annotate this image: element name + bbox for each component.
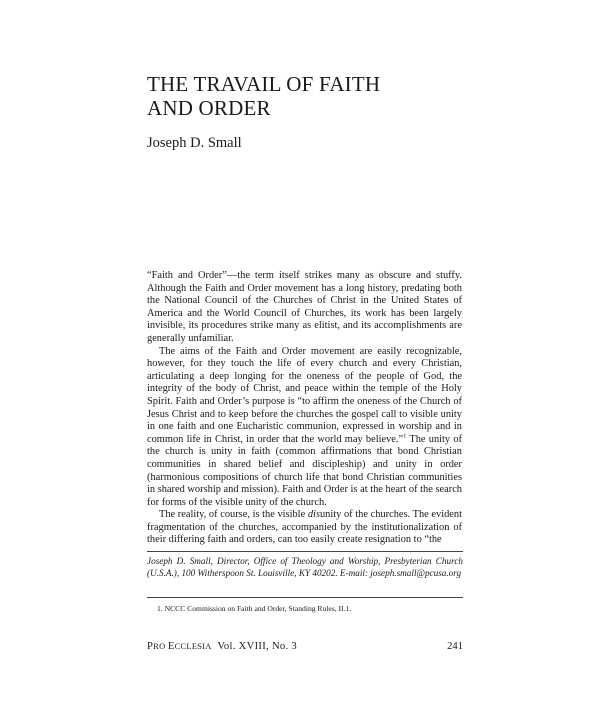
paragraph-1: “Faith and Order”—the term itself strikes many as obscure and stuffy. Although the Faith and Order movement has a long history, predating both the National Council of the Churches of Christ in the United States of America and the World Council of Churches, its work has been largely invisible, its procedures strike many as elitist, and its accomplishments are generally unfamiliar. [147, 270, 462, 344]
journal-volume: Vol. XVIII, No. 3 [217, 641, 297, 652]
footnote-1: 1. NCCC Commission on Faith and Order, Standing Rules, II.1. [157, 604, 352, 613]
journal-name-cap-1: P [147, 641, 154, 652]
article-body [147, 270, 462, 547]
paragraph-2-text-a: The aims of the Faith and Order movement are easily recognizable, however, for they touch the life of every church and every Christian, articulating a deep longing for the oneness of the people of God, the integrity of the body of Christ, and peace within the temple of the Holy Spirit. Faith and Order’s purpose is “to affirm the oneness of the Church of Jesus Christ and to keep before the churches the gospel call to visible unity in one faith and one Eucharistic communion, expressed in worship and in common life in Christ, in order that the world may believe.” [147, 345, 462, 445]
author-affiliation: Joseph D. Small, Director, Office of Theology and Worship, Presbyterian Church (U.S.A.), 100 Witherspoon St. Louisville, KY 40202. E-mail: joseph.small@pcusa.org [147, 556, 463, 578]
paragraph-2-text-b: The unity of the church is unity in faith (common affirmations that bond Christian communities in shared belief and discipleship) and unity in order (harmonious compositions of church life that bond Christian communities in shared worship and mission). Faith and Order is at the heart of the search for forms of the visible unity of the church. [147, 433, 462, 508]
paragraph-2 [147, 346, 462, 510]
paragraph-3 [147, 509, 462, 547]
journal-name-cap-2: E [167, 641, 175, 652]
author-name: Joseph D. Small [147, 135, 242, 151]
article-title [147, 72, 477, 120]
journal-name-rest-2: CCLESIA [174, 642, 212, 651]
title-line-1: THE TRAVAIL OF FAITH [147, 72, 381, 96]
page-number: 241 [447, 641, 463, 652]
title-line-2: AND ORDER [147, 96, 271, 120]
affiliation-divider [147, 551, 463, 552]
paragraph-3-text-b: unity of the churches. The evident fragmentation of the churches, accompanied by the institutionalization of their differing faith and orders, can too easily create resignation to “the [147, 509, 462, 546]
journal-footer [147, 640, 297, 653]
paragraph-3-text-a: The reality, of course, is the visible [159, 509, 308, 521]
footnote-divider [147, 597, 463, 598]
paragraph-3-emphasis: dis [307, 509, 320, 521]
footnote-marker[interactable]: 1 [403, 432, 407, 440]
journal-name-rest-1: RO [153, 642, 168, 651]
